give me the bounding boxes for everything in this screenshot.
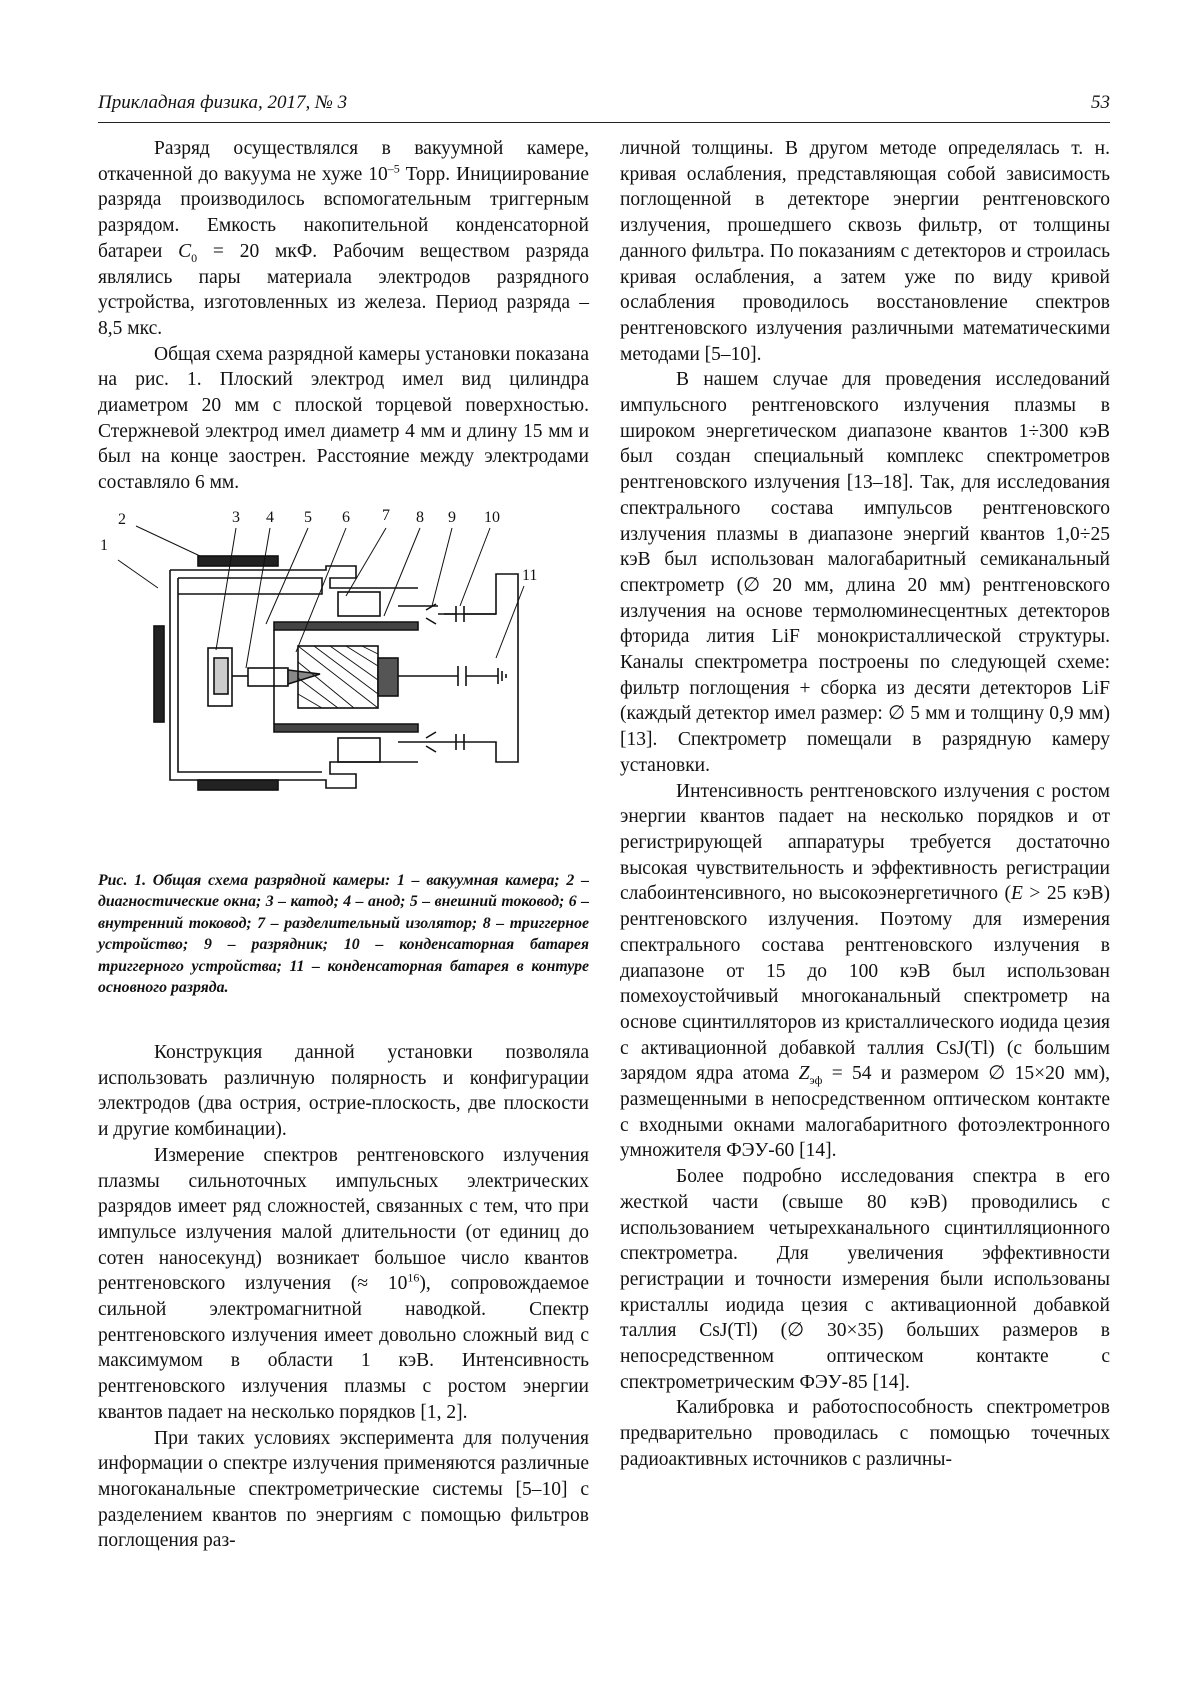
paragraph: Измерение спектров рентгеновского излучения плазмы сильноточных импульсных электрических разрядов имеет ряд сложностей, связанных с тем, что при импульсе излучения малой длительности (от единиц до сотен наносекунд) возникает большое число квантов рентгеновского излучения (≈ $10^{16}$), сопровождаемое сильной электромагнитной наводкой. Спектр рентгеновского излучения имеет довольно сложный вид с максимумом в области 1 кэВ. Интенсивность рентгеновского излучения плазмы с ростом энергии квантов падает на несколько порядков [1, 2].	[98, 1144, 589, 1423]
right-column	[620, 136, 1110, 1473]
figure-discharge-chamber	[98, 507, 589, 855]
discharge-chamber-diagram	[98, 507, 589, 855]
fig-label: 2	[118, 511, 126, 528]
paragraph: личной толщины. В другом методе определялась т. н. кривая ослабления, представляющая собой зависимость поглощенной в детекторе энергии рентгеновского излучения, прошедшего сквозь фильтр, от толщины данного фильтра. По показаниям с детекторов и строилась кривая ослабления, а затем уже по виду кривой ослабления проводилось восстановление спектров рентгеновского излучения различными математическими методами [5–10].	[620, 138, 1110, 365]
figure-caption: Рис. 1. Общая схема разрядной камеры: 1 – вакуумная камера; 2 – диагностические окна; 3 – катод; 4 – анод; 5 – внешний токовод; 6 – внутренний токовод; 7 – разделительный изолятор; 8 – триггерное устройство; 9 – разрядник; 10 – конденсаторная батарея триггерного устройства; 11 – конденсаторная батарея в контуре основного разряда.	[98, 872, 589, 997]
paragraph: При таких условиях эксперимента для получения информации о спектре излучения применяются различные многоканальные спектрометрические системы [5–10] с разделением квантов по энергиям с помощью фильтров поглощения раз-	[98, 1427, 589, 1552]
page-number: 53	[1091, 92, 1110, 113]
journal-title: Прикладная физика, 2017, № 3	[98, 92, 348, 113]
fig-label: 1	[100, 537, 108, 554]
paragraph: Разряд осуществлялся в вакуумной камере, откаченной до вакуума не хуже $10^{-5}$ Торр. Инициирование разряда производилось вспомогательным триггерным разрядом. Емкость накопительной конденсаторной батареи $C_0 = 20$ мкФ. Рабочим веществом разряда являлись пары материала электродов разрядного устройства, изготовленных из железа. Период разряда – 8,5 мкс.	[98, 138, 589, 339]
paragraph: В нашем случае для проведения исследований импульсного рентгеновского излучения плазмы в широком энергетическом диапазоне квантов 1÷300 кэВ был создан специальный комплекс спектрометров рентгеновского излучения [13–18]. Так, для исследования спектрального состава импульсов рентгеновского излучения плазмы в диапазоне энергий квантов 1,0÷25 кэВ был использован малогабаритный семиканальный спектрометр (∅ 20 мм, длина 20 мм) рентгеновского излучения на основе термолюминесцентных детекторов фторида лития LiF монокристаллической структуры. Каналы спектрометра построены по следующей схеме: фильтр поглощения + сборка из десяти детекторов LiF (каждый детектор имел размер: ∅ 5 мм и толщину 0,9 мм) [13]. Спектрометр помещали в разрядную камеру установки.	[620, 369, 1110, 776]
paragraph: Калибровка и работоспособность спектрометров предварительно проводилась с помощью точечных радиоактивных источников с различны-	[620, 1397, 1110, 1470]
fig-label: 5	[304, 509, 312, 526]
fig-label: 9	[448, 509, 456, 526]
left-column-bottom	[98, 1040, 589, 1554]
fig-label: 7	[382, 507, 390, 524]
fig-label: 3	[232, 509, 240, 526]
paragraph: Общая схема разрядной камеры установки показана на рис. 1. Плоский электрод имел вид цилиндра диаметром 20 мм с плоской торцевой поверхностью. Стержневой электрод имел диаметр 4 мм и длину 15 мм и был на конце заострен. Расстояние между электродами составляло 6 мм.	[98, 343, 589, 494]
paragraph: Интенсивность рентгеновского излучения с ростом энергии квантов падает на несколько порядков и от регистрирующей аппаратуры требуется достаточно высокая чувствительность и эффективность регистрации слабоинтенсивного, но высокоэнергетичного (E > 25 кэВ) рентгеновского излучения. Поэтому для измерения спектрального состава рентгеновского излучения в диапазоне от 15 до 100 кэВ был использован помехоустойчивый многоканальный спектрометр на основе сцинтилляторов из кристаллического иодида цезия с активационной добавкой таллия CsJ(Tl) (с большим зарядом ядра атома $Z_{эф} = 54$ и размером ∅ 15×20 мм), размещенными в непосредственном оптическом контакте с входными окнами малогабаритного фотоэлектронного умножителя ФЭУ-60 [14].	[620, 780, 1110, 1162]
fig-label: 6	[342, 509, 350, 526]
fig-label: 10	[484, 509, 500, 526]
running-header	[98, 92, 1110, 123]
paragraph: Конструкция данной установки позволяла использовать различную полярность и конфигурации электродов (два острия, острие-плоскость, две плоскости и другие комбинации).	[98, 1042, 589, 1141]
fig-label: 11	[522, 567, 538, 584]
fig-label: 4	[266, 509, 274, 526]
left-column-top	[98, 136, 589, 496]
fig-label: 8	[416, 509, 424, 526]
paragraph: Более подробно исследования спектра в его жесткой части (свыше 80 кэВ) проводились с использованием четырехканального сцинтилляционного спектрометра. Для увеличения эффективности регистрации и точности измерения были использованы кристаллы иодида цезия с активационной добавкой таллия CsJ(Tl) (∅ 30×35) больших размеров в непосредственном оптическом контакте с спектрометрическим ФЭУ-85 [14].	[620, 1166, 1110, 1393]
